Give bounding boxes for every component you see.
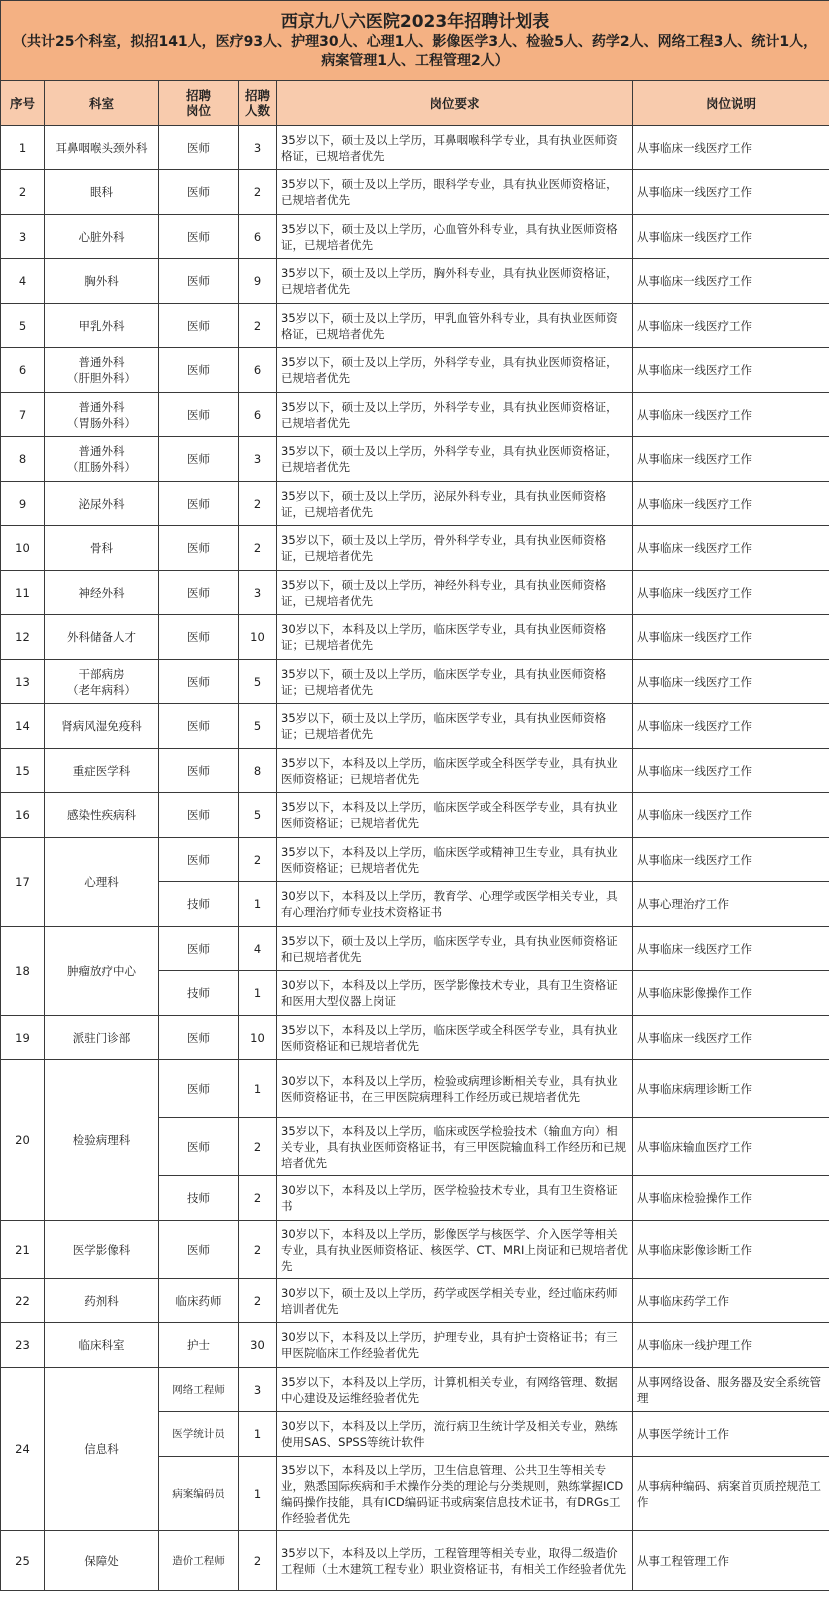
headcount-cell: 2: [239, 1176, 277, 1221]
department-cell: 保障处: [45, 1531, 159, 1591]
requirement-cell: 35岁以下，硕士及以上学历，外科学专业，具有执业医师资格证，已规培者优先: [277, 393, 633, 437]
table-row: [1, 1060, 829, 1118]
table-row: [1, 259, 829, 304]
description-cell: 从事临床一线医疗工作: [633, 170, 829, 215]
page-subtitle: （共计25个科室，拟招141人，医疗93人、护理30人、心理1人、影像医学3人、检验5人、药学2人、网络工程3人、统计1人，病案管理1人、工程管理2人）: [12, 33, 818, 69]
table-row: [1, 304, 829, 348]
page-title: 西京九八六医院2023年招聘计划表: [280, 11, 550, 32]
headcount-cell: 6: [239, 348, 277, 393]
position-cell: 医师: [159, 1118, 239, 1176]
position-cell: 医师: [159, 838, 239, 882]
position-cell: 医师: [159, 615, 239, 660]
table-row: [1, 1221, 829, 1279]
position-cell: 医师: [159, 660, 239, 704]
department-cell: 感染性疾病科: [45, 793, 159, 838]
table-row: [1, 348, 829, 393]
requirement-cell: 35岁以下，本科及以上学历，临床医学或全科医学专业，具有执业医师资格证和已规培者优先: [277, 1016, 633, 1060]
row-number: 2: [1, 170, 45, 215]
headcount-cell: 2: [239, 838, 277, 882]
description-cell: 从事临床一线医疗工作: [633, 749, 829, 793]
table-row: [1, 1368, 829, 1412]
description-cell: 从事临床一线医疗工作: [633, 793, 829, 838]
requirement-cell: 35岁以下，硕士及以上学历，甲乳血管外科专业，具有执业医师资格证，已规培者优先: [277, 304, 633, 348]
headcount-cell: 1: [239, 1060, 277, 1118]
description-cell: 从事临床一线医疗工作: [633, 1016, 829, 1060]
description-cell: 从事临床一线医疗工作: [633, 393, 829, 437]
position-cell: 病案编码员: [159, 1457, 239, 1531]
description-cell: 从事临床一线医疗工作: [633, 437, 829, 482]
table-row: [1, 660, 829, 704]
table-row: [1, 704, 829, 749]
position-cell: 医师: [159, 1060, 239, 1118]
position-cell: 技师: [159, 882, 239, 927]
table-row: [1, 526, 829, 571]
description-cell: 从事临床一线医疗工作: [633, 348, 829, 393]
requirement-cell: 35岁以下，硕士及以上学历，临床医学专业，具有执业医师资格证；已规培者优先: [277, 660, 633, 704]
table-row: [1, 393, 829, 437]
description-cell: 从事临床影像诊断工作: [633, 1221, 829, 1279]
headcount-cell: 5: [239, 704, 277, 749]
department-cell: 眼科: [45, 170, 159, 215]
headcount-cell: 1: [239, 1457, 277, 1531]
row-number: 20: [1, 1060, 45, 1221]
position-cell: 医师: [159, 571, 239, 615]
row-number: 18: [1, 927, 45, 1016]
table-body: [1, 126, 829, 1591]
header-row: [1, 81, 829, 126]
requirement-cell: 30岁以下，本科及以上学历，医学检验技术专业，具有卫生资格证书: [277, 1176, 633, 1221]
headcount-cell: 6: [239, 215, 277, 259]
col-header-description: 岗位说明: [633, 81, 829, 126]
position-cell: 医学统计员: [159, 1412, 239, 1457]
headcount-cell: 5: [239, 793, 277, 838]
table-row: [1, 927, 829, 971]
description-cell: 从事临床一线医疗工作: [633, 838, 829, 882]
department-cell: 派驻门诊部: [45, 1016, 159, 1060]
table-row: [1, 571, 829, 615]
requirement-cell: 35岁以下，硕士及以上学历，外科学专业，具有执业医师资格证，已规培者优先: [277, 348, 633, 393]
requirement-cell: 30岁以下，本科及以上学历，流行病卫生统计学及相关专业，熟练使用SAS、SPSS等统计软件: [277, 1412, 633, 1457]
col-header-position: 招聘岗位: [159, 81, 239, 126]
department-cell: 胸外科: [45, 259, 159, 304]
description-cell: 从事临床一线护理工作: [633, 1323, 829, 1368]
row-number: 3: [1, 215, 45, 259]
table-row: [1, 615, 829, 660]
headcount-cell: 5: [239, 660, 277, 704]
requirement-cell: 30岁以下，本科及以上学历，检验或病理诊断相关专业，具有执业医师资格证书，在三甲医院病理科工作经历或已规培者优先: [277, 1060, 633, 1118]
table-row: [1, 170, 829, 215]
department-cell: 药剂科: [45, 1279, 159, 1323]
position-cell: 临床药师: [159, 1279, 239, 1323]
row-number: 13: [1, 660, 45, 704]
requirement-cell: 30岁以下，本科及以上学历，护理专业，具有护士资格证书；有三甲医院临床工作经验者优先: [277, 1323, 633, 1368]
requirement-cell: 35岁以下，硕士及以上学历，临床医学专业，具有执业医师资格证和已规培者优先: [277, 927, 633, 971]
position-cell: 医师: [159, 927, 239, 971]
department-cell: 泌尿外科: [45, 482, 159, 526]
department-cell: 信息科: [45, 1368, 159, 1531]
department-cell: 耳鼻咽喉头颈外科: [45, 126, 159, 170]
position-cell: 医师: [159, 482, 239, 526]
description-cell: 从事病种编码、病案首页质控规范工作: [633, 1457, 829, 1531]
department-cell: 心脏外科: [45, 215, 159, 259]
row-number: 16: [1, 793, 45, 838]
requirement-cell: 35岁以下，硕士及以上学历，临床医学专业，具有执业医师资格证；已规培者优先: [277, 704, 633, 749]
department-cell: 甲乳外科: [45, 304, 159, 348]
row-number: 12: [1, 615, 45, 660]
position-cell: 医师: [159, 526, 239, 571]
row-number: 9: [1, 482, 45, 526]
headcount-cell: 2: [239, 1221, 277, 1279]
row-number: 25: [1, 1531, 45, 1591]
department-cell: 干部病房 （老年病科）: [45, 660, 159, 704]
row-number: 5: [1, 304, 45, 348]
department-cell: 神经外科: [45, 571, 159, 615]
description-cell: 从事临床输血医疗工作: [633, 1118, 829, 1176]
position-cell: 造价工程师: [159, 1531, 239, 1591]
row-number: 24: [1, 1368, 45, 1531]
requirement-cell: 35岁以下，硕士及以上学历，骨外科学专业，具有执业医师资格证，已规培者优先: [277, 526, 633, 571]
requirement-cell: 35岁以下，本科及以上学历，卫生信息管理、公共卫生等相关专业，熟悉国际疾病和手术操作分类的理论与分类规则，熟练掌握ICD编码操作技能，具有ICD编码证书或病案信息技术证书，有DRGs工作经验者优先: [277, 1457, 633, 1531]
position-cell: 医师: [159, 215, 239, 259]
description-cell: 从事临床一线医疗工作: [633, 571, 829, 615]
requirement-cell: 35岁以下，本科及以上学历，计算机相关专业，有网络管理、数据中心建设及运维经验者优先: [277, 1368, 633, 1412]
table-row: [1, 482, 829, 526]
description-cell: 从事工程管理工作: [633, 1531, 829, 1591]
position-cell: 医师: [159, 1221, 239, 1279]
requirement-cell: 35岁以下，本科及以上学历，临床医学或精神卫生专业，具有执业医师资格证；已规培者优先: [277, 838, 633, 882]
position-cell: 医师: [159, 126, 239, 170]
row-number: 11: [1, 571, 45, 615]
row-number: 17: [1, 838, 45, 927]
headcount-cell: 1: [239, 882, 277, 927]
col-header-count: 招聘人数: [239, 81, 277, 126]
headcount-cell: 2: [239, 1531, 277, 1591]
row-number: 22: [1, 1279, 45, 1323]
position-cell: 医师: [159, 793, 239, 838]
headcount-cell: 10: [239, 615, 277, 660]
description-cell: 从事网络设备、服务器及安全系统管理: [633, 1368, 829, 1412]
description-cell: 从事临床一线医疗工作: [633, 927, 829, 971]
department-cell: 重症医学科: [45, 749, 159, 793]
headcount-cell: 3: [239, 126, 277, 170]
headcount-cell: 1: [239, 1412, 277, 1457]
department-cell: 临床科室: [45, 1323, 159, 1368]
position-cell: 医师: [159, 259, 239, 304]
requirement-cell: 35岁以下，硕士及以上学历，外科学专业，具有执业医师资格证，已规培者优先: [277, 437, 633, 482]
department-cell: 医学影像科: [45, 1221, 159, 1279]
department-cell: 肿瘤放疗中心: [45, 927, 159, 1016]
description-cell: 从事临床影像操作工作: [633, 971, 829, 1016]
description-cell: 从事医学统计工作: [633, 1412, 829, 1457]
col-header-no: 序号: [1, 81, 45, 126]
table-row: [1, 1016, 829, 1060]
position-cell: 医师: [159, 304, 239, 348]
headcount-cell: 3: [239, 571, 277, 615]
row-number: 6: [1, 348, 45, 393]
position-cell: 医师: [159, 437, 239, 482]
requirement-cell: 35岁以下，本科及以上学历，工程管理等相关专业，取得二级造价工程师（土木建筑工程专业）职业资格证书，有相关工作经验者优先: [277, 1531, 633, 1591]
requirement-cell: 30岁以下，硕士及以上学历，药学或医学相关专业，经过临床药师培训者优先: [277, 1279, 633, 1323]
row-number: 19: [1, 1016, 45, 1060]
department-cell: 肾病风湿免疫科: [45, 704, 159, 749]
requirement-cell: 35岁以下，硕士及以上学历，眼科学专业，具有执业医师资格证，已规培者优先: [277, 170, 633, 215]
col-header-dept: 科室: [45, 81, 159, 126]
headcount-cell: 3: [239, 437, 277, 482]
position-cell: 医师: [159, 170, 239, 215]
description-cell: 从事临床一线医疗工作: [633, 526, 829, 571]
table-row: [1, 749, 829, 793]
department-cell: 普通外科 （肝胆外科）: [45, 348, 159, 393]
headcount-cell: 1: [239, 971, 277, 1016]
row-number: 21: [1, 1221, 45, 1279]
position-cell: 网络工程师: [159, 1368, 239, 1412]
department-cell: 骨科: [45, 526, 159, 571]
department-cell: 外科储备人才: [45, 615, 159, 660]
description-cell: 从事临床一线医疗工作: [633, 126, 829, 170]
headcount-cell: 10: [239, 1016, 277, 1060]
headcount-cell: 3: [239, 1368, 277, 1412]
table-row: [1, 126, 829, 170]
headcount-cell: 8: [239, 749, 277, 793]
table-row: [1, 838, 829, 882]
headcount-cell: 4: [239, 927, 277, 971]
row-number: 8: [1, 437, 45, 482]
row-number: 7: [1, 393, 45, 437]
requirement-cell: 35岁以下，本科及以上学历，临床医学或全科医学专业，具有执业医师资格证；已规培者优先: [277, 793, 633, 838]
department-cell: 普通外科 （胃肠外科）: [45, 393, 159, 437]
col-header-requirements: 岗位要求: [277, 81, 633, 126]
table-row: [1, 437, 829, 482]
table-row: [1, 1279, 829, 1323]
description-cell: 从事临床药学工作: [633, 1279, 829, 1323]
requirement-cell: 30岁以下，本科及以上学历，教育学、心理学或医学相关专业，具有心理治疗师专业技术资格证书: [277, 882, 633, 927]
requirement-cell: 35岁以下，硕士及以上学历，泌尿外科专业，具有执业医师资格证，已规培者优先: [277, 482, 633, 526]
row-number: 15: [1, 749, 45, 793]
department-cell: 普通外科 （肛肠外科）: [45, 437, 159, 482]
position-cell: 技师: [159, 1176, 239, 1221]
requirement-cell: 30岁以下，本科及以上学历，影像医学与核医学、介入医学等相关专业，具有执业医师资格证、核医学、CT、MRI上岗证和已规培者优先: [277, 1221, 633, 1279]
row-number: 10: [1, 526, 45, 571]
description-cell: 从事临床病理诊断工作: [633, 1060, 829, 1118]
requirement-cell: 35岁以下，本科及以上学历，临床或医学检验技术（输血方向）相关专业，具有执业医师资格证书，有三甲医院输血科工作经历和已规培者优先: [277, 1118, 633, 1176]
requirement-cell: 35岁以下，硕士及以上学历，耳鼻咽喉科学专业，具有执业医师资格证，已规培者优先: [277, 126, 633, 170]
row-number: 1: [1, 126, 45, 170]
description-cell: 从事临床一线医疗工作: [633, 259, 829, 304]
position-cell: 技师: [159, 971, 239, 1016]
headcount-cell: 30: [239, 1323, 277, 1368]
table-row: [1, 215, 829, 259]
headcount-cell: 2: [239, 526, 277, 571]
description-cell: 从事临床一线医疗工作: [633, 615, 829, 660]
row-number: 14: [1, 704, 45, 749]
description-cell: 从事临床检验操作工作: [633, 1176, 829, 1221]
requirement-cell: 35岁以下，硕士及以上学历，心血管外科专业，具有执业医师资格证，已规培者优先: [277, 215, 633, 259]
description-cell: 从事临床一线医疗工作: [633, 215, 829, 259]
table-title-cell: [1, 1, 829, 81]
position-cell: 医师: [159, 348, 239, 393]
table-row: [1, 1323, 829, 1368]
headcount-cell: 2: [239, 1118, 277, 1176]
requirement-cell: 35岁以下，硕士及以上学历，胸外科专业，具有执业医师资格证，已规培者优先: [277, 259, 633, 304]
headcount-cell: 2: [239, 482, 277, 526]
position-cell: 医师: [159, 1016, 239, 1060]
requirement-cell: 35岁以下，本科及以上学历，临床医学或全科医学专业，具有执业医师资格证；已规培者优先: [277, 749, 633, 793]
description-cell: 从事临床一线医疗工作: [633, 704, 829, 749]
headcount-cell: 6: [239, 393, 277, 437]
department-cell: 检验病理科: [45, 1060, 159, 1221]
requirement-cell: 30岁以下，本科及以上学历，医学影像技术专业，具有卫生资格证和医用大型仪器上岗证: [277, 971, 633, 1016]
description-cell: 从事临床一线医疗工作: [633, 304, 829, 348]
headcount-cell: 9: [239, 259, 277, 304]
requirement-cell: 30岁以下，本科及以上学历，临床医学专业，具有执业医师资格证；已规培者优先: [277, 615, 633, 660]
headcount-cell: 2: [239, 170, 277, 215]
row-number: 23: [1, 1323, 45, 1368]
requirement-cell: 35岁以下，硕士及以上学历，神经外科专业，具有执业医师资格证，已规培者优先: [277, 571, 633, 615]
headcount-cell: 2: [239, 1279, 277, 1323]
table-row: [1, 1531, 829, 1591]
table-row: [1, 793, 829, 838]
description-cell: 从事心理治疗工作: [633, 882, 829, 927]
position-cell: 医师: [159, 704, 239, 749]
position-cell: 医师: [159, 749, 239, 793]
row-number: 4: [1, 259, 45, 304]
position-cell: 医师: [159, 393, 239, 437]
headcount-cell: 2: [239, 304, 277, 348]
description-cell: 从事临床一线医疗工作: [633, 660, 829, 704]
department-cell: 心理科: [45, 838, 159, 927]
position-cell: 护士: [159, 1323, 239, 1368]
description-cell: 从事临床一线医疗工作: [633, 482, 829, 526]
